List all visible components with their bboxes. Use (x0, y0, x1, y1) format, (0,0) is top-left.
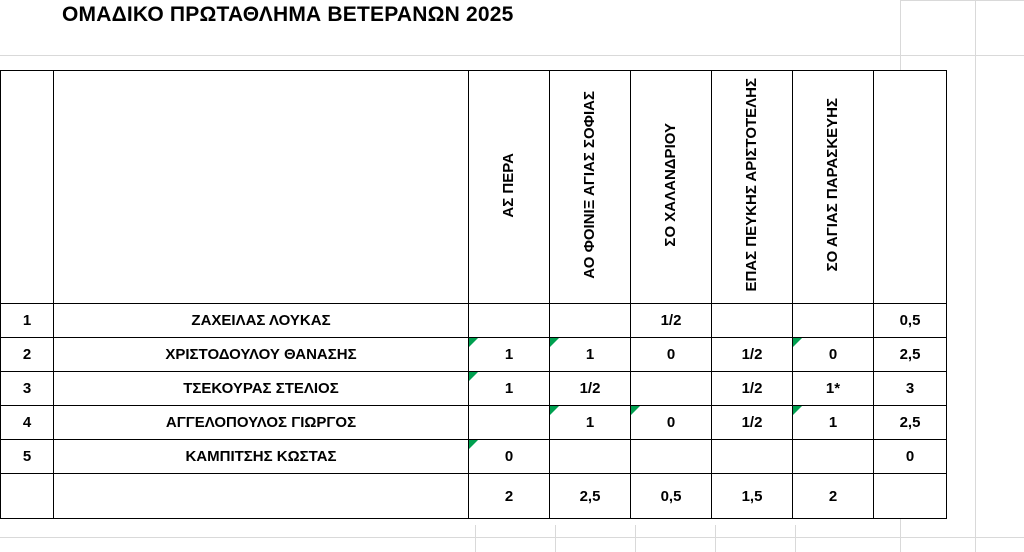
row-score-1 (469, 304, 550, 338)
row-total: 0 (874, 440, 947, 474)
row-score-1 (469, 406, 550, 440)
row-score-4: 1/2 (712, 338, 793, 372)
row-score-3: 1/2 (631, 304, 712, 338)
grid-line-h (0, 55, 1024, 56)
footer-total-3: 0,5 (631, 474, 712, 519)
header-opponent-5 (793, 71, 874, 304)
header-opponent-5-label: ΣΟ ΑΓΙΑΣ ΠΑΡΑΣΚΕΥΗΣ (824, 98, 842, 272)
table-footer-row (1, 474, 947, 519)
row-rank: 5 (1, 440, 54, 474)
table-header-row (1, 71, 947, 304)
row-score-5: 1* (793, 372, 874, 406)
row-total: 2,5 (874, 338, 947, 372)
standings-table (0, 70, 947, 519)
page-title: ΟΜΑΔΙΚΟ ΠΡΩΤΑΘΛΗΜΑ ΒΕΤΕΡΑΝΩΝ 2025 (62, 3, 514, 26)
table-row (1, 304, 947, 338)
row-score-2 (550, 440, 631, 474)
row-total: 3 (874, 372, 947, 406)
row-player-name: ΤΣΕΚΟΥΡΑΣ ΣΤΕΛΙΟΣ (54, 372, 469, 406)
row-score-4 (712, 304, 793, 338)
table-row (1, 338, 947, 372)
header-opponent-3-label: ΣΟ ΧΑΛΑΝΔΡΙΟΥ (662, 123, 680, 247)
footer-total-4: 1,5 (712, 474, 793, 519)
row-score-1: 1 (469, 372, 550, 406)
footer-total-1: 2 (469, 474, 550, 519)
header-opponent-2 (550, 71, 631, 304)
row-score-3 (631, 372, 712, 406)
row-score-5: 0 (793, 338, 874, 372)
footer-total-2: 2,5 (550, 474, 631, 519)
grid-line-h (0, 537, 1024, 538)
row-score-2: 1 (550, 338, 631, 372)
grid-line-v (555, 525, 556, 552)
row-score-3 (631, 440, 712, 474)
grid-line-h (900, 0, 1024, 1)
footer-label (54, 474, 469, 519)
header-opponent-4-label: ΕΠΑΣ ΠΕΥΚΗΣ ΑΡΙΣΤΟΤΕΛΗΣ (743, 78, 761, 292)
header-opponent-2-label: ΑΟ ΦΟΙΝΙΞ ΑΓΙΑΣ ΣΟΦΙΑΣ (581, 91, 599, 279)
row-player-name: ΧΡΙΣΤΟΔΟΥΛΟΥ ΘΑΝΑΣΗΣ (54, 338, 469, 372)
header-opponent-1 (469, 71, 550, 304)
header-opponent-1-label: ΑΣ ΠΕΡΑ (500, 152, 518, 218)
grid-line-v (635, 525, 636, 552)
table-row (1, 372, 947, 406)
footer-total-5: 2 (793, 474, 874, 519)
header-player-name (54, 71, 469, 304)
row-score-3: 0 (631, 338, 712, 372)
row-total: 2,5 (874, 406, 947, 440)
header-points-label: ΒΑΘΜΟΙ (901, 154, 919, 216)
row-rank: 1 (1, 304, 54, 338)
row-rank: 3 (1, 372, 54, 406)
row-player-name: ΚΑΜΠΙΤΣΗΣ ΚΩΣΤΑΣ (54, 440, 469, 474)
header-points (874, 71, 947, 304)
row-rank: 2 (1, 338, 54, 372)
header-opponent-4 (712, 71, 793, 304)
row-player-name: ΑΓΓΕΛΟΠΟΥΛΟΣ ΓΙΩΡΓΟΣ (54, 406, 469, 440)
row-score-2: 1 (550, 406, 631, 440)
row-score-5 (793, 304, 874, 338)
header-opponent-3 (631, 71, 712, 304)
row-score-4: 1/2 (712, 372, 793, 406)
row-score-4: 1/2 (712, 406, 793, 440)
row-score-2 (550, 304, 631, 338)
row-score-5: 1 (793, 406, 874, 440)
table-row (1, 440, 947, 474)
row-player-name: ΖΑΧΕΙΛΑΣ ΛΟΥΚΑΣ (54, 304, 469, 338)
header-rank (1, 71, 54, 304)
row-rank: 4 (1, 406, 54, 440)
footer-points-blank (874, 474, 947, 519)
grid-line-v (795, 525, 796, 552)
row-score-2: 1/2 (550, 372, 631, 406)
row-total: 0,5 (874, 304, 947, 338)
grid-line-v (715, 525, 716, 552)
grid-line-v (975, 0, 976, 552)
row-score-1: 1 (469, 338, 550, 372)
row-score-1: 0 (469, 440, 550, 474)
row-score-4 (712, 440, 793, 474)
row-score-3: 0 (631, 406, 712, 440)
table-row (1, 406, 947, 440)
footer-rank-blank (1, 474, 54, 519)
grid-line-v (475, 525, 476, 552)
row-score-5 (793, 440, 874, 474)
